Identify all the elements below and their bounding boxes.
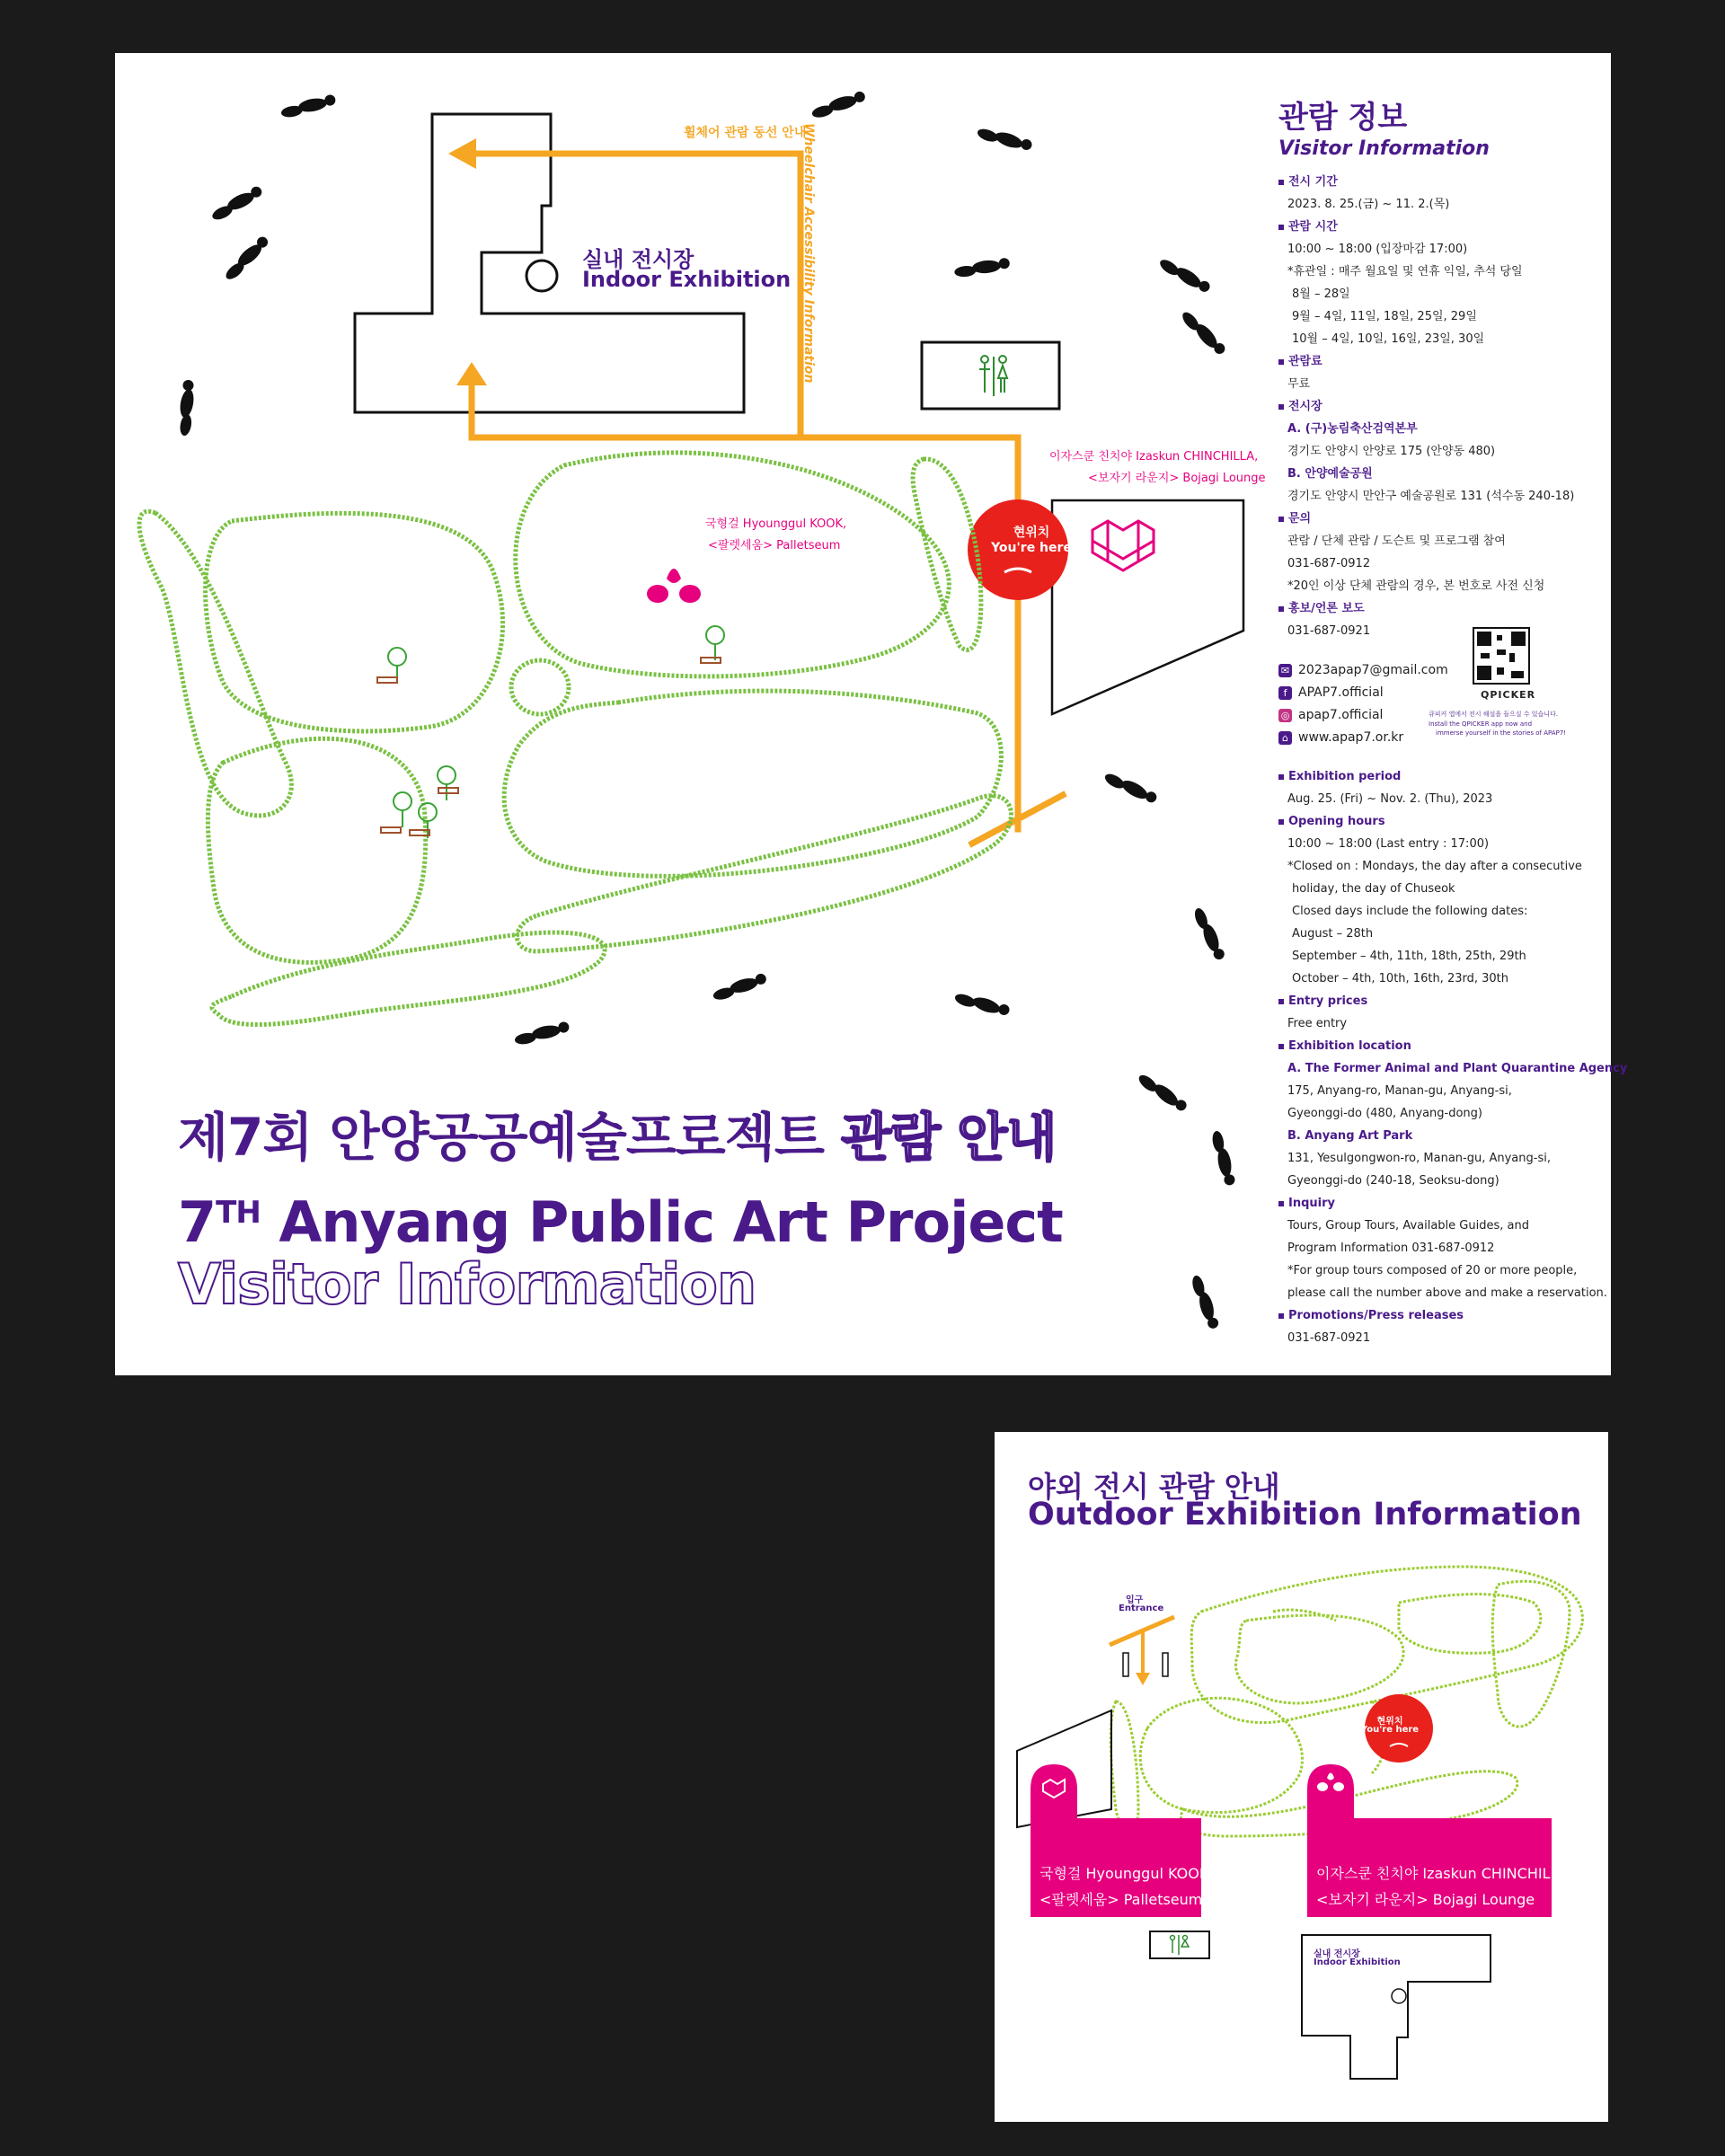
izaskun-label-line1: 이자스쿤 친치야 Izaskun CHINCHILLA, — [1049, 450, 1259, 464]
info-en-venue-b: B. Anyang Art Park — [1287, 1129, 1413, 1143]
info-en-closed-3: Closed days include the following dates: — [1292, 905, 1528, 918]
outdoor-izaskun-line1: 이자스쿤 친치야 Izaskun CHINCHILLA, — [1316, 1865, 1573, 1882]
route-arrow-left — [448, 138, 476, 169]
indoor-location-circle — [1392, 1989, 1406, 2003]
info-en-press-heading: Promotions/Press releases — [1278, 1310, 1464, 1321]
info-heading-en: Visitor Information — [1278, 137, 1490, 160]
entrance-label-ko: 입구 — [1126, 1595, 1144, 1605]
info-en-venue-a1: 175, Anyang-ro, Manan-gu, Anyang-si, — [1287, 1084, 1512, 1098]
qpicker-note-ko: 큐피커 앱에서 전시 해설을 들으실 수 있습니다. — [1429, 711, 1559, 718]
info-ko-period-value: 2023. 8. 25.(금) ~ 11. 2.(목) — [1287, 198, 1450, 211]
qpicker-note-en2: immerse yourself in the stories of APAP7! — [1436, 729, 1567, 737]
info-ko-press-value: 031-687-0921 — [1287, 624, 1371, 638]
info-en-closed-oct: October – 4th, 10th, 16th, 23rd, 30th — [1292, 972, 1509, 985]
outdoor-kook-line2: <팔렛세움> Palletseum — [1039, 1891, 1203, 1908]
page-subtitle-en: Visitor Information — [178, 1251, 756, 1317]
info-ko-press-heading: 홍보/언론 보도 — [1278, 603, 1365, 614]
restroom-box — [1150, 1931, 1209, 1958]
you-are-here-label-ko: 현위치 — [1013, 526, 1050, 540]
outdoor-izaskun-line2: <보자기 라운지> Bojagi Lounge — [1316, 1891, 1535, 1908]
info-ko-closed-value: *휴관일 : 매주 월요일 및 연휴 익일, 추석 당일 — [1287, 265, 1523, 278]
bojagi-lounge-icon — [1092, 521, 1154, 570]
title-ko-outline: 관람 안내 — [841, 1107, 1057, 1168]
info-en-venue-b2: Gyeonggi-do (240-18, Seoksu-dong) — [1287, 1174, 1499, 1188]
info-ko-venue-a-address: 경기도 안양시 안양로 175 (안양동 480) — [1287, 445, 1496, 458]
info-ko-inquiry-heading: 문의 — [1278, 513, 1311, 525]
outdoor-indoor-label-ko: 실내 전시장 — [1314, 1949, 1360, 1959]
info-en-inquiry-1: Tours, Group Tours, Available Guides, and — [1287, 1219, 1529, 1233]
info-en-fee-heading: Entry prices — [1278, 995, 1367, 1007]
info-en-closed-2: holiday, the day of Chuseok — [1292, 882, 1455, 896]
info-ko-closed-aug: 8월 – 28일 — [1292, 287, 1350, 301]
indoor-location-circle — [526, 261, 557, 291]
kook-label-line1: 국형걸 Hyounggul KOOK, — [705, 517, 847, 531]
outdoor-indoor-label-en: Indoor Exhibition — [1314, 1957, 1401, 1967]
info-ko-venue-heading: 전시장 — [1278, 401, 1322, 412]
info-ko-closed-oct: 10월 – 4일, 10일, 16일, 23일, 30일 — [1292, 332, 1485, 346]
info-en-venue-a2: Gyeonggi-do (480, Anyang-dong) — [1287, 1107, 1482, 1120]
restroom-icon — [1171, 1935, 1190, 1955]
info-en-closed-sep: September – 4th, 11th, 18th, 25th, 29th — [1292, 950, 1526, 963]
instagram-icon: ◎ — [1278, 709, 1292, 722]
info-ko-fee-heading: 관람료 — [1278, 356, 1322, 367]
kook-label-line2: <팔렛세움> Palletseum — [708, 539, 841, 552]
park-paths — [139, 453, 1011, 1025]
outdoor-kook-line1: 국형걸 Hyounggul KOOK, — [1039, 1865, 1214, 1882]
title-en-main: Anyang Public Art Project — [279, 1189, 1063, 1255]
qr-code — [1473, 628, 1529, 684]
page-title-en — [178, 1189, 1063, 1255]
qpicker-label: QPICKER — [1481, 689, 1536, 701]
contact-website[interactable]: ⌂ www.apap7.or.kr — [1278, 730, 1403, 745]
restroom-box — [922, 342, 1059, 409]
indoor-exhibition-label-en: Indoor Exhibition — [582, 267, 792, 292]
info-heading-ko: 관람 정보 — [1278, 100, 1408, 136]
gate-post-left — [1123, 1653, 1128, 1676]
info-en-venue-heading: Exhibition location — [1278, 1040, 1411, 1052]
info-ko-inquiry-value3: *20인 이상 단체 관람의 경우, 본 번호로 사전 신청 — [1287, 579, 1545, 593]
outdoor-exhibition-card — [995, 1432, 1608, 2122]
info-ko-period-heading: 전시 기간 — [1278, 176, 1338, 188]
outdoor-map — [995, 1432, 1608, 2122]
info-en-hours-heading: Opening hours — [1278, 816, 1385, 827]
indoor-exhibition-label-ko: 실내 전시장 — [582, 247, 694, 272]
outdoor-you-are-here-ko: 현위치 — [1376, 1717, 1403, 1727]
info-en-venue-a: A. The Former Animal and Plant Quarantine Agency — [1287, 1062, 1628, 1075]
wheelchair-route — [472, 154, 1063, 844]
info-en-inquiry-heading: Inquiry — [1278, 1197, 1335, 1209]
wheelchair-route-label-en: Wheelchair Accessibility Information — [801, 123, 816, 384]
home-icon: ⌂ — [1278, 731, 1292, 745]
contact-email[interactable]: ✉ 2023apap7@gmail.com — [1278, 663, 1448, 677]
info-ko-inquiry-value2: 031-687-0912 — [1287, 557, 1371, 570]
contact-instagram[interactable]: ◎ apap7.official — [1278, 708, 1383, 722]
info-ko-inquiry-value1: 관람 / 단체 관람 / 도슨트 및 프로그램 참여 — [1287, 535, 1506, 548]
info-ko-fee-value: 무료 — [1287, 377, 1311, 391]
info-en-period-value: Aug. 25. (Fri) ~ Nov. 2. (Thu), 2023 — [1287, 792, 1493, 806]
info-en-fee-value: Free entry — [1287, 1017, 1348, 1030]
title-en-number: 7 — [178, 1189, 217, 1255]
outdoor-you-are-here-en: You're here — [1360, 1725, 1420, 1735]
page-title-ko — [178, 1095, 1056, 1171]
info-en-inquiry-4: please call the number above and make a reservation. — [1287, 1286, 1607, 1300]
facebook-icon: f — [1278, 686, 1292, 700]
info-ko-venue-b: B. 안양예술공원 — [1287, 467, 1373, 481]
izaskun-label-line2: <보자기 라운지> Bojagi Lounge — [1088, 472, 1266, 485]
tree-icon — [388, 626, 724, 838]
visitor-info-poster — [115, 53, 1628, 1375]
info-en-venue-b1: 131, Yesulgongwon-ro, Manan-gu, Anyang-si, — [1287, 1152, 1551, 1165]
entrance-label-en: Entrance — [1119, 1604, 1164, 1613]
info-en-hours-value: 10:00 ~ 18:00 (Last entry : 17:00) — [1287, 837, 1490, 851]
wheelchair-route-label-ko: 휠체어 관람 동선 안내 — [684, 126, 807, 140]
bench-icon — [377, 658, 721, 835]
info-en-inquiry-3: *For group tours composed of 20 or more people, — [1287, 1264, 1578, 1277]
gate-post-right — [1163, 1653, 1168, 1676]
info-ko-closed-sep: 9월 – 4일, 11일, 18일, 25일, 29일 — [1292, 310, 1477, 323]
info-en-period-heading: Exhibition period — [1278, 771, 1401, 782]
entrance-arrow-head — [1136, 1673, 1150, 1685]
outdoor-title-ko: 야외 전시 관람 안내 — [1028, 1470, 1280, 1504]
info-ko-hours-value: 10:00 ~ 18:00 (입장마감 17:00) — [1287, 243, 1468, 256]
contact-facebook[interactable]: f APAP7.official — [1278, 685, 1384, 700]
title-en-ordinal: TH — [216, 1195, 261, 1231]
qpicker-note-en1: Install the QPICKER app now and — [1429, 720, 1533, 728]
mail-icon: ✉ — [1278, 664, 1292, 677]
you-are-here-label-en: You're here — [991, 541, 1072, 555]
info-en-press-value: 031-687-0921 — [1287, 1331, 1371, 1345]
info-en-inquiry-2: Program Information 031-687-0912 — [1287, 1241, 1495, 1255]
info-ko-hours-heading: 관람 시간 — [1278, 221, 1338, 233]
info-ko-venue-a: A. (구)농림축산검역본부 — [1287, 422, 1418, 436]
palletseum-icon — [647, 569, 701, 603]
info-en-closed-aug: August – 28th — [1292, 927, 1374, 941]
info-ko-venue-b-address: 경기도 안양시 만안구 예술공원로 131 (석수동 240-18) — [1287, 490, 1575, 503]
info-en-closed-1: *Closed on : Mondays, the day after a consecutive — [1287, 860, 1582, 873]
outdoor-title-en: Outdoor Exhibition Information — [1028, 1497, 1582, 1533]
title-ko-main: 제7회 안양공공예술프로젝트 — [178, 1107, 824, 1168]
restroom-icon — [979, 356, 1007, 396]
route-arrow-up — [456, 362, 487, 385]
